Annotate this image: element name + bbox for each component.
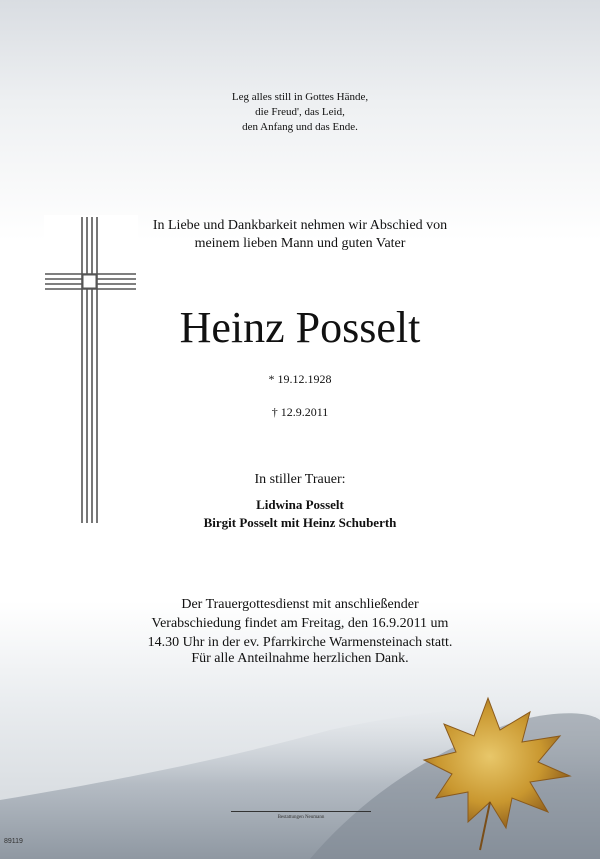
death-date: † 12.9.2011 — [271, 405, 329, 419]
deceased-name: Heinz Posselt — [179, 303, 421, 352]
verse-line: Leg alles still in Gottes Hände, — [231, 91, 369, 103]
family-member: Birgit Posselt mit Heinz Schuberth — [203, 515, 397, 530]
verse-line: die Freud', das Leid, — [255, 106, 345, 118]
undertaker-name: Bestattungen Neumann — [277, 815, 325, 820]
verse — [0, 90, 600, 135]
service-line: Verabschiedung findet am Freitag, den 16.9.2011 um — [151, 616, 449, 631]
stone-leaf-image — [0, 690, 600, 859]
mourning-label: In stiller Trauer: — [254, 472, 346, 487]
document-code: 89119 — [4, 838, 23, 845]
family-member: Lidwina Posselt — [256, 497, 344, 512]
service-info — [0, 595, 600, 652]
footer-divider — [231, 811, 371, 812]
service-line: 14.30 Uhr in der ev. Pfarrkirche Warmensteinach statt. — [147, 635, 453, 650]
intro-line: In Liebe und Dankbarkeit nehmen wir Abschied von — [152, 218, 448, 233]
thanks-text: Für alle Anteilnahme herzlichen Dank. — [191, 651, 409, 666]
family-list — [0, 496, 600, 532]
intro-text — [0, 217, 600, 253]
verse-line: den Anfang und das Ende. — [242, 121, 358, 133]
intro-line: meinem lieben Mann und guten Vater — [194, 236, 406, 251]
service-line: Der Trauergottesdienst mit anschließender — [181, 597, 419, 612]
birth-date: * 19.12.1928 — [268, 372, 332, 386]
